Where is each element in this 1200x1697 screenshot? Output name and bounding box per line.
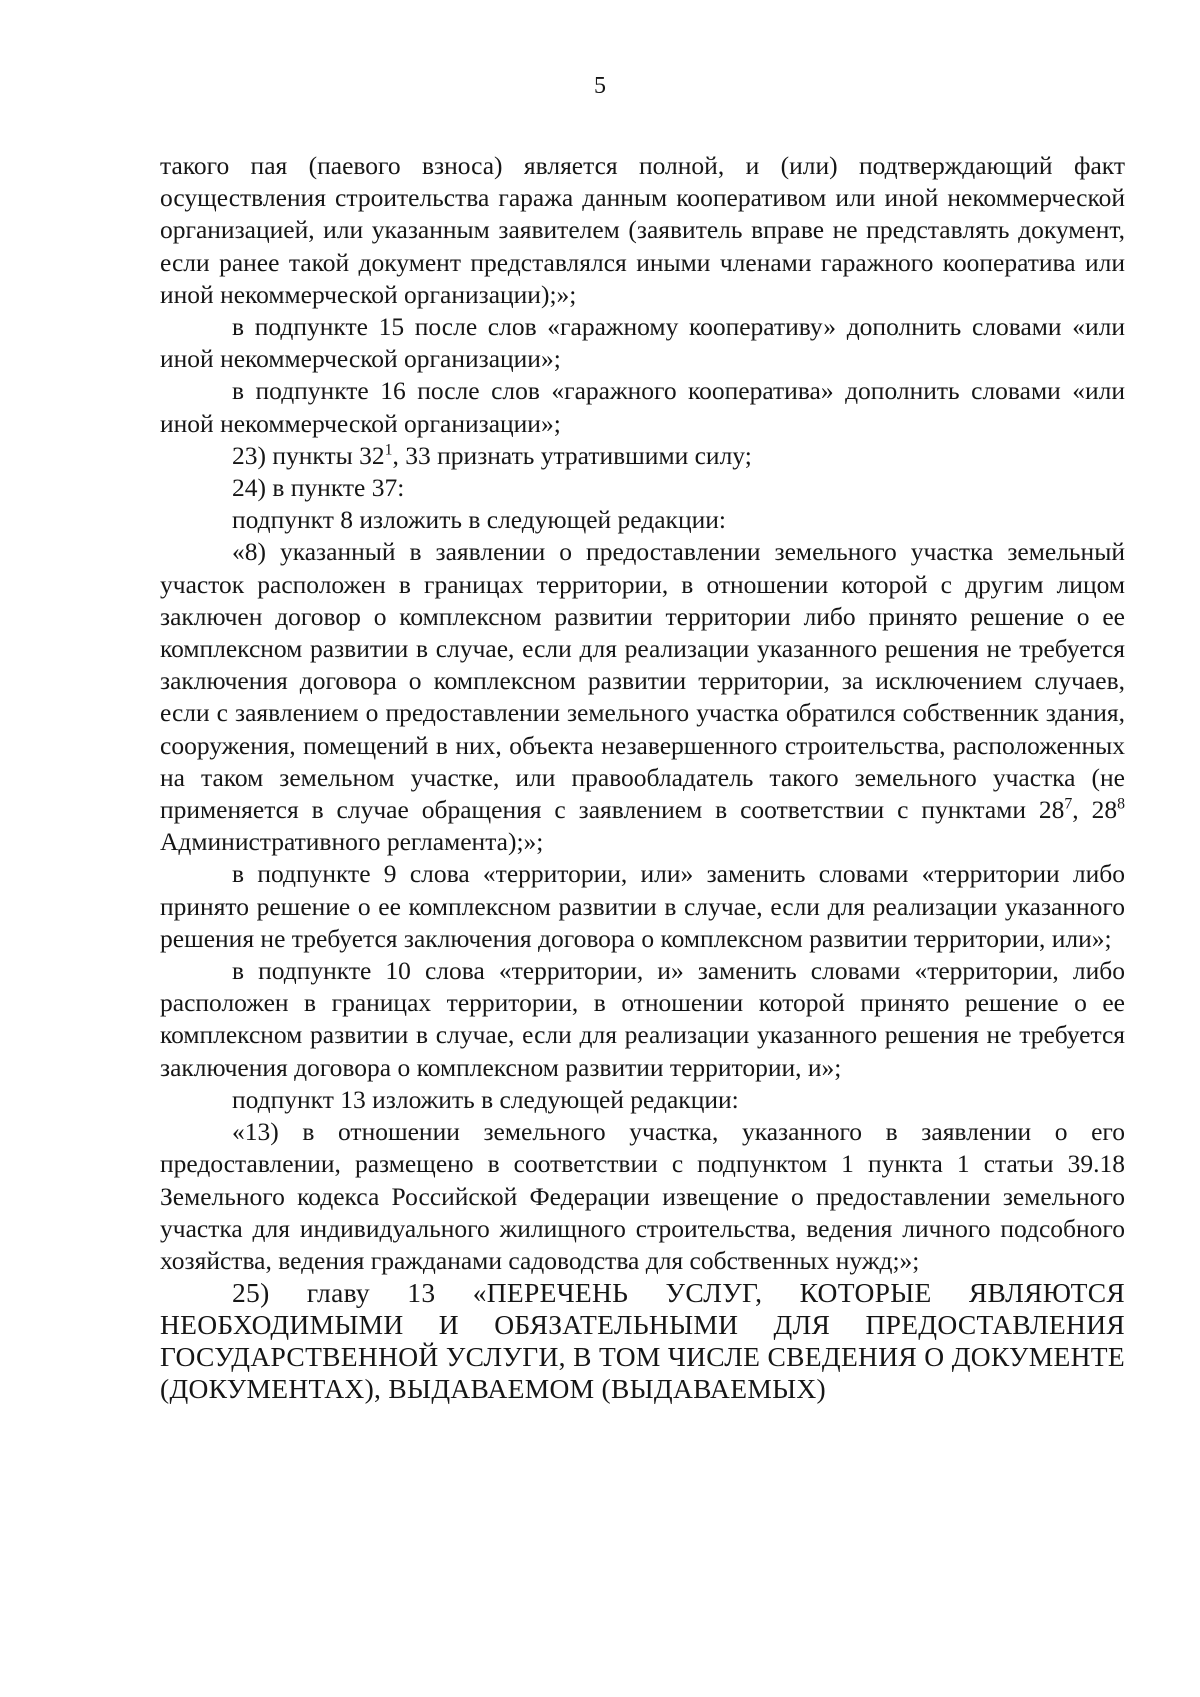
paragraph-subitem-9: в подпункте 9 слова «территории, или» заменить словами «территории либо принято решение о ее комплексном развитии в случае, если для реализации указанного решения не требуется заключения договора о комплексном развитии территории, или»; <box>160 859 1125 953</box>
item-23-text-end: , 33 признать утратившими силу; <box>392 440 752 470</box>
paragraph-subitem-15: в подпункте 15 после слов «гаражному кооперативу» дополнить словами «или иной некоммерческой организации»; <box>160 312 1125 374</box>
paragraph-item-23 <box>160 440 1125 472</box>
item-23-superscript: 1 <box>384 441 393 459</box>
paragraph-item-24: 24) в пункте 37: <box>232 473 405 503</box>
page-number: 5 <box>594 73 606 99</box>
subitem-8-superscript-7: 7 <box>1064 795 1073 813</box>
subitem-8-superscript-8: 8 <box>1117 795 1125 813</box>
item-23-text: 23) пункты 32 <box>232 440 385 470</box>
subitem-8-mid: , 28 <box>1072 795 1118 825</box>
subitem-8-main: «8) указанный в заявлении о предоставлении земельного участка земельный участок расположен в границах территории, в отношении которой с другим лицом заключен договор о комплексном развитии территории либо принято решение о ее комплексном развитии в случае, если для реализации указанного решения не требуется заключения договора о комплексном развитии территории, за исключением случаев, если с заявлением о предоставлении земельного участка обратился собственник здания, сооружения, помещений в них, объекта незавершенного строительства, расположенных на таком земельном участке, или правообладатель такого земельного участка (не применяется в случае обращения с заявлением в соответствии с пунктами 28 <box>160 537 1125 825</box>
paragraph-subitem-16: в подпункте 16 после слов «гаражного кооператива» дополнить словами «или иной некоммерческой организации»; <box>160 376 1125 438</box>
paragraph-continuation: такого пая (паевого взноса) является полной, и (или) подтверждающий факт осуществления строительства гаража данным кооперативом или иной некоммерческой организацией, или указанным заявителем (заявитель вправе не представлять документ, если ранее такой документ представлялся иными членами гаражного кооператива или иной некоммерческой организации);»; <box>160 151 1125 309</box>
paragraph-item-25-chapter-13: 25) главу 13 «ПЕРЕЧЕНЬ УСЛУГ, КОТОРЫЕ ЯВЛЯЮТСЯ НЕОБХОДИМЫМИ И ОБЯЗАТЕЛЬНЫМИ ДЛЯ ПРЕДОСТАВЛЕНИЯ ГОСУДАРСТВЕННОЙ УСЛУГИ, В ТОМ ЧИСЛЕ СВЕДЕНИЯ О ДОКУМЕНТЕ (ДОКУМЕНТАХ), ВЫДАВАЕМОМ (ВЫДАВАЕМЫХ) <box>160 1277 1125 1405</box>
paragraph-subitem-8-intro: подпункт 8 изложить в следующей редакции: <box>232 505 726 535</box>
subitem-8-end: Административного регламента);»; <box>160 827 544 857</box>
paragraph-subitem-13-text: «13) в отношении земельного участка, указанного в заявлении о его предоставлении, размещено в соответствии с подпунктом 1 пункта 1 статьи 39.18 Земельного кодекса Российской Федерации извещение о предоставлении земельного участка для индивидуального жилищного строительства, ведения личного подсобного хозяйства, ведения гражданами садоводства для собственных нужд;»; <box>160 1117 1125 1275</box>
paragraph-subitem-10: в подпункте 10 слова «территории, и» заменить словами «территории, либо расположен в границах территории, в отношении которой принято решение о ее комплексном развитии в случае, если для реализации указанного решения не требуется заключения договора о комплексном развитии территории, и»; <box>160 956 1125 1082</box>
document-body <box>160 150 1125 1405</box>
paragraph-subitem-8-text <box>160 536 1125 858</box>
paragraph-subitem-13-intro: подпункт 13 изложить в следующей редакции: <box>232 1084 739 1114</box>
